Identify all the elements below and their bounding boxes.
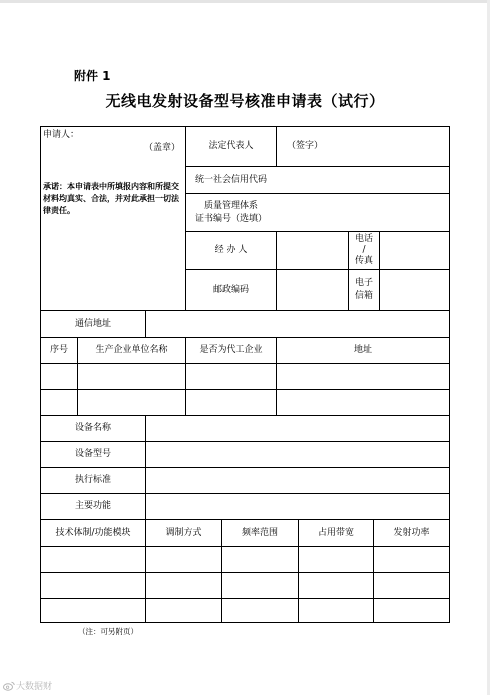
footnote: （注：可另附页） bbox=[78, 627, 138, 636]
mfr-header-name: 生产企业单位名称 bbox=[95, 345, 168, 355]
seal-label: （盖章） bbox=[143, 143, 180, 153]
equipment-name-label: 设备名称 bbox=[74, 423, 111, 433]
rule-h bbox=[40, 546, 450, 547]
form-title: 无线电发射设备型号核准申请表（试行） bbox=[105, 92, 385, 110]
email-label bbox=[349, 270, 379, 310]
mfr-header-oem: 是否为代工企业 bbox=[199, 345, 263, 355]
tech-header-modulation: 调制方式 bbox=[165, 527, 202, 538]
address-label: 通信地址 bbox=[74, 318, 111, 329]
page-top-edge bbox=[0, 0, 490, 3]
rule-h bbox=[40, 572, 450, 573]
phone-line2: / bbox=[362, 245, 366, 255]
rule-v bbox=[40, 126, 41, 623]
watermark-text: 大数据财 bbox=[16, 682, 53, 692]
applicant-label: 申请人： bbox=[43, 130, 80, 140]
email-line1: 电子 bbox=[354, 278, 373, 288]
rule-v bbox=[379, 231, 380, 310]
email-line2: 信箱 bbox=[354, 291, 373, 301]
rule-v bbox=[276, 126, 277, 166]
phone-fax-label bbox=[349, 232, 379, 269]
equipment-model-label: 设备型号 bbox=[74, 449, 111, 459]
rule-h bbox=[40, 598, 450, 599]
tech-header-frequency: 频率范围 bbox=[241, 527, 278, 538]
quality-cert-line1: 质量管理体系 bbox=[203, 200, 258, 211]
phone-line1: 电话 bbox=[354, 234, 373, 244]
rule-v bbox=[145, 310, 146, 337]
quality-cert-label bbox=[186, 194, 276, 231]
tech-header-power: 发射功率 bbox=[393, 527, 430, 538]
rule-v bbox=[276, 231, 277, 310]
mfr-header-seq: 序号 bbox=[49, 345, 68, 355]
legal-rep-label: 法定代表人 bbox=[208, 141, 254, 151]
weibo-logo-icon bbox=[3, 681, 15, 691]
phone-line3: 传真 bbox=[354, 256, 373, 266]
application-form bbox=[40, 126, 450, 622]
rule-h bbox=[40, 622, 450, 623]
quality-cert-line2: 证书编号（选填） bbox=[194, 213, 267, 224]
postcode-label: 邮政编码 bbox=[212, 284, 249, 295]
rule-v bbox=[145, 415, 146, 519]
tech-header-bandwidth: 占用带宽 bbox=[317, 527, 354, 538]
execution-standard-label: 执行标准 bbox=[74, 475, 111, 485]
tech-header-module: 技术体制/功能模块 bbox=[55, 527, 131, 538]
main-function-label: 主要功能 bbox=[74, 501, 111, 511]
mfr-header-address: 地址 bbox=[353, 345, 372, 355]
rule-v bbox=[449, 126, 450, 623]
signature-label: （签字） bbox=[287, 141, 324, 151]
watermark bbox=[3, 679, 52, 692]
rule-h bbox=[40, 389, 450, 390]
credit-code-label: 统一社会信用代码 bbox=[194, 174, 267, 185]
promise-statement: 承诺：本申请表中所填报内容和所提交材料均真实、合法，并对此承担一切法律责任。 bbox=[43, 181, 179, 215]
operator-label: 经 办 人 bbox=[214, 245, 248, 255]
rule-h bbox=[40, 363, 450, 364]
attachment-label: 附件 1 bbox=[74, 69, 111, 83]
